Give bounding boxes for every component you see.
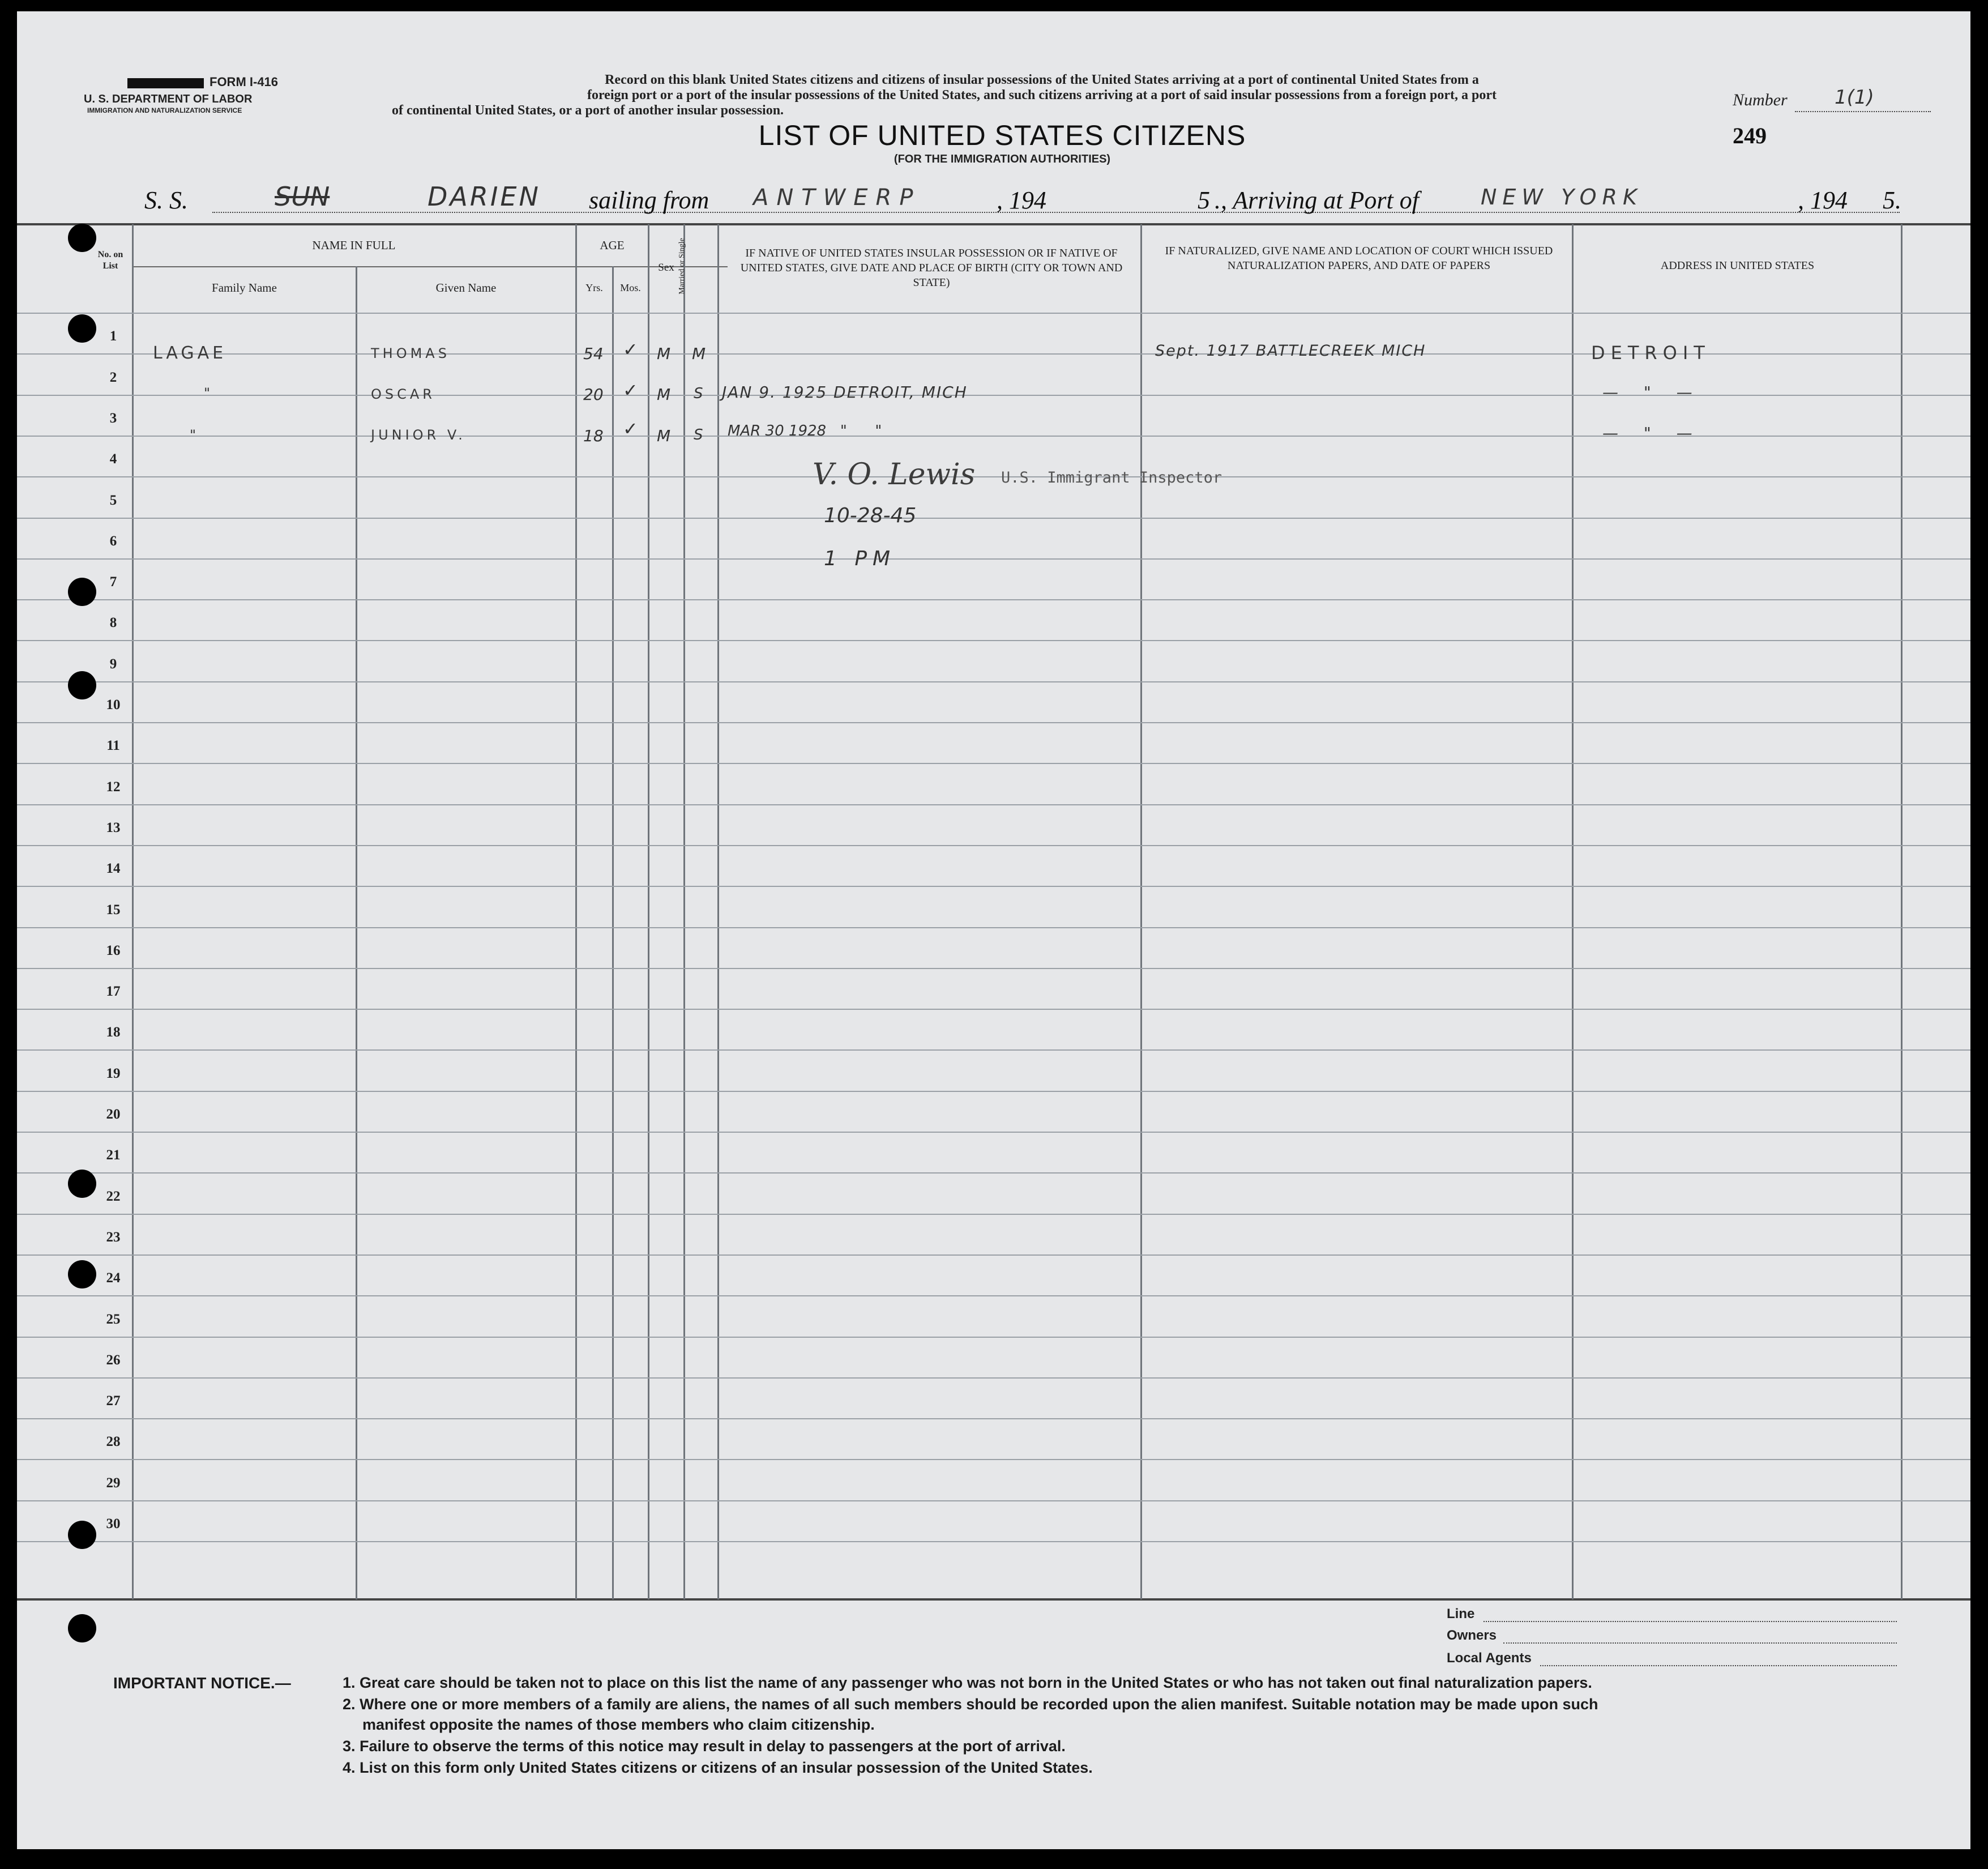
col-divider (356, 266, 357, 1599)
punch-hole (68, 1170, 96, 1198)
passenger-table (17, 11, 1970, 1849)
line-number: 19 (106, 1066, 121, 1081)
row-rule (17, 599, 1970, 600)
sex-cell: M (657, 426, 671, 445)
header-given-name: Given Name (435, 281, 497, 295)
table-top-border (17, 223, 1970, 225)
ship-name: DARIEN (427, 181, 541, 212)
from-port: ANTWERP (753, 185, 921, 211)
instruction-line: foreign port or a port of the insular possessions of the United States, and such citizens arriving at a port of said insular possessions from a foreign port, a port (587, 88, 1497, 103)
page-title: LIST OF UNITED STATES CITIZENS (758, 120, 1246, 151)
agents-field (1540, 1665, 1897, 1666)
punch-hole (68, 1260, 96, 1288)
marital-cell: M (692, 344, 706, 363)
departure-year: 5 (1198, 186, 1210, 214)
sailing-label: sailing from (589, 186, 709, 214)
arrival-year-separator: , 194 (1798, 186, 1848, 214)
mos-cell: ✓ (623, 339, 638, 360)
family-name-cell: " (204, 385, 211, 401)
line-number: 12 (106, 779, 121, 795)
line-number: 17 (106, 984, 121, 999)
notice-title: IMPORTANT NOTICE.— (113, 1674, 291, 1692)
number-label: Number (1733, 91, 1788, 109)
header-address: ADDRESS IN UNITED STATES (1660, 259, 1815, 272)
line-number: 24 (106, 1270, 121, 1286)
yrs-cell: 54 (583, 344, 604, 363)
mos-cell: ✓ (623, 379, 638, 401)
col-divider (648, 224, 649, 1599)
header-native-info: IF NATIVE OF UNITED STATES INSULAR POSSESSION OR IF NATIVE OF UNITED STATES, GIVE DATE AND PLACE OF BIRTH (CITY OR TOWN AND STATE) (740, 247, 1123, 289)
line-number: 10 (106, 697, 121, 712)
row-rule (17, 1377, 1970, 1379)
col-divider (575, 224, 577, 1599)
sex-cell: M (657, 385, 671, 404)
row-rule (17, 763, 1970, 764)
page-subtitle: (FOR THE IMMIGRATION AUTHORITIES) (893, 153, 1111, 165)
punch-hole (68, 1521, 96, 1549)
col-divider (1572, 224, 1574, 1599)
address-cell: DETROIT (1591, 342, 1711, 364)
row-rule (17, 313, 1970, 314)
header-naturalized-info: IF NATURALIZED, GIVE NAME AND LOCATION OF COURT WHICH ISSUED NATURALIZATION PAPERS, AND DATE OF PAPERS (1165, 245, 1553, 272)
col-divider (612, 266, 614, 1599)
arrival-port: NEW YORK (1481, 185, 1643, 210)
line-field (1483, 1621, 1897, 1622)
department: U. S. DEPARTMENT OF LABOR (84, 93, 253, 105)
row-rule (17, 1337, 1970, 1338)
row-rule (17, 1049, 1970, 1051)
header-married-or-single: Married or Single (678, 238, 686, 295)
inspector-title: U.S. Immigrant Inspector (1001, 469, 1222, 487)
given-name-cell: THOMAS (371, 345, 450, 361)
row-rule (17, 1541, 1970, 1542)
line-number: 8 (109, 615, 117, 630)
struck-ship-name: SUN (275, 181, 330, 212)
line-number: 21 (106, 1147, 121, 1163)
row-rule (17, 476, 1970, 477)
sex-cell: M (657, 344, 671, 363)
row-rule (17, 1254, 1970, 1256)
notice-item: 4. List on this form only United States citizens or citizens of an insular possession of the United States. (343, 1759, 1093, 1776)
line-number: 3 (109, 411, 117, 426)
form-number: FORM I-416 (210, 75, 279, 89)
line-number: 29 (106, 1475, 121, 1491)
line-number: 20 (106, 1107, 121, 1122)
address-cell: — " — (1602, 383, 1703, 402)
line-number: 18 (106, 1025, 121, 1040)
header-age: AGE (600, 238, 625, 252)
owners-label: Owners (1447, 1628, 1497, 1643)
naturalization-cell: Sept. 1917 BATTLECREEK MICH (1155, 342, 1426, 360)
birth-cell: MAR 30 1928 " " (728, 423, 882, 439)
agents-label: Local Agents (1447, 1650, 1532, 1666)
service: IMMIGRATION AND NATURALIZATION SERVICE (87, 106, 242, 114)
line-number: 7 (109, 574, 117, 590)
row-rule (17, 1009, 1970, 1010)
row-rule (17, 1132, 1970, 1133)
line-number: 9 (109, 656, 117, 672)
number-value: 1(1) (1835, 86, 1874, 109)
row-rule (17, 886, 1970, 887)
row-rule (17, 722, 1970, 723)
arrival-year: 5. (1883, 186, 1901, 214)
inspection-time: 1 PM (824, 547, 896, 570)
inspector-signature: V. O. Lewis (813, 458, 976, 492)
address-cell: — " — (1602, 424, 1703, 442)
row-rule (17, 558, 1970, 560)
table-bottom-border (17, 1598, 1970, 1601)
line-number: 26 (106, 1352, 121, 1368)
row-rule (17, 518, 1970, 519)
row-rule (17, 1295, 1970, 1296)
row-rule (17, 1172, 1970, 1174)
punch-hole (68, 671, 96, 699)
instruction-line: Record on this blank United States citizens and citizens of insular possessions of the United States arriving at a port of continental United States from a (605, 72, 1479, 87)
notice-item: manifest opposite the names of those members who claim citizenship. (362, 1716, 875, 1733)
line-number: 16 (106, 943, 121, 958)
header-sex: Sex (658, 262, 674, 274)
row-rule (17, 640, 1970, 641)
row-rule (17, 804, 1970, 805)
col-divider (1901, 224, 1903, 1599)
mos-cell: ✓ (623, 418, 638, 439)
line-number: 6 (109, 534, 117, 549)
header-family-name: Family Name (212, 281, 277, 295)
yrs-cell: 20 (583, 385, 604, 404)
line-number: 4 (109, 451, 117, 467)
row-rule (17, 1500, 1970, 1501)
document-sheet (17, 11, 1970, 1849)
col-divider (1140, 224, 1142, 1599)
line-number: 28 (106, 1434, 121, 1449)
row-rule (17, 845, 1970, 846)
line-number: 22 (106, 1189, 121, 1204)
punch-hole (68, 1614, 96, 1642)
given-name-cell: JUNIOR V. (371, 427, 466, 443)
col-divider (717, 224, 719, 1599)
line-number: 5 (109, 493, 117, 508)
header-mos: Mos. (620, 282, 641, 293)
line-number: 23 (106, 1230, 121, 1245)
notice-item: 3. Failure to observe the terms of this notice may result in delay to passengers at the port of arrival. (343, 1738, 1066, 1755)
ss-label: S. S. (144, 186, 188, 214)
header-name-in-full: NAME IN FULL (312, 238, 396, 252)
header-no-on-list: No. on List (97, 250, 123, 271)
line-number: 30 (106, 1516, 121, 1531)
punch-hole (68, 314, 96, 343)
given-name-cell: OSCAR (371, 386, 435, 402)
line-number: 14 (106, 861, 121, 876)
inspection-date: 10-28-45 (824, 504, 917, 527)
marital-cell: S (694, 385, 703, 402)
row-rule (17, 968, 1970, 969)
yrs-cell: 18 (583, 426, 604, 445)
line-number: 25 (106, 1312, 121, 1327)
header-yrs: Yrs. (585, 282, 603, 293)
notice-item: 2. Where one or more members of a family are aliens, the names of all such members should be recorded upon the alien manifest. Suitable notation may be made upon such (343, 1696, 1598, 1713)
row-rule (17, 927, 1970, 928)
line-number: 27 (106, 1393, 121, 1409)
birth-cell: JAN 9. 1925 DETROIT, MICH (722, 383, 968, 402)
page-number: 249 (1733, 123, 1767, 148)
family-name-cell: LAGAE (153, 343, 227, 363)
line-label: Line (1447, 1606, 1475, 1621)
line-number: 13 (106, 820, 121, 835)
marital-cell: S (694, 426, 703, 443)
line-number: 2 (109, 370, 117, 385)
line-number: 15 (106, 902, 121, 918)
row-rule (17, 1214, 1970, 1215)
instruction-line: of continental United States, or a port of another insular possession. (392, 103, 784, 118)
family-name-cell: " (190, 427, 196, 443)
owners-field (1503, 1642, 1897, 1644)
row-rule (17, 1091, 1970, 1092)
row-rule (17, 681, 1970, 682)
arriving-label: ., Arriving at Port of (1215, 186, 1419, 214)
line-number: 1 (109, 328, 117, 344)
year-separator: , 194 (997, 186, 1046, 214)
row-rule (17, 1418, 1970, 1419)
notice-item: 1. Great care should be taken not to place on this list the name of any passenger who was not born in the United States or who has not taken out final naturalization papers. (343, 1674, 1592, 1691)
col-divider (683, 224, 685, 1599)
row-rule (17, 1459, 1970, 1460)
line-number: 11 (106, 738, 120, 753)
punch-hole (68, 578, 96, 606)
punch-hole (68, 224, 96, 252)
